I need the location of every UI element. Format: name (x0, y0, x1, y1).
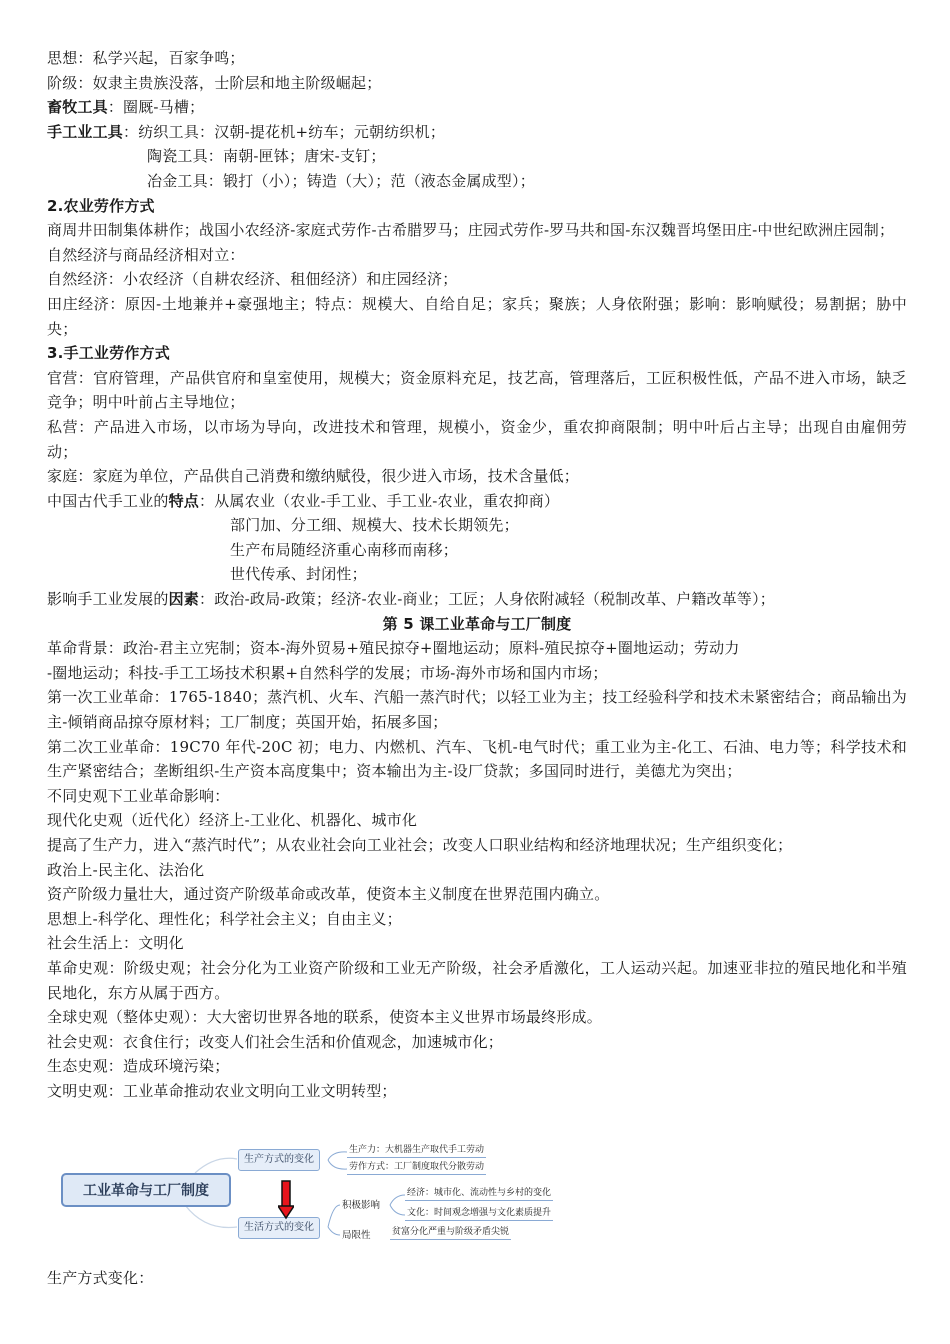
text-line (47, 95, 907, 120)
mind-map-root: 工业革命与工厂制度 (61, 1173, 231, 1207)
mind-map-node-production: 生产方式的变化 (238, 1149, 320, 1171)
bold-term: 因素 (168, 590, 200, 609)
features-prefix: 中国古代手工业的 (47, 491, 169, 510)
features-text: ：从属农业（农业-手工业、手工业-农业，重农抑商） (199, 491, 560, 510)
paragraph: 商周井田制集体耕作；战国小农经济-家庭式劳作-古希腊罗马；庄园式劳作-罗马共和国-东汉魏晋坞堡田庄-中世纪欧洲庄园制； (47, 221, 895, 240)
factors-text: ：政治-政局-政策；经济-农业-商业；工匠；人身依附减轻（税制改革、户籍改革等）； (199, 590, 775, 609)
lesson-title: 第 5 课工业革命与工厂制度 (382, 614, 572, 633)
line-text: ：圈厩-马槽； (107, 98, 205, 117)
mind-map-leaf: 经济：城市化、流动性与乡村的变化 (405, 1186, 553, 1201)
paragraph: 第一次工业革命：1765-1840；蒸汽机、火车、汽船一蒸汽时代；以轻工业为主；技工经验科学和技术未紧密结合；商品输出为主-倾销商品掠夺原材料；工厂制度；英国开始，拓展多国； (47, 688, 907, 732)
factors-prefix: 影响手工业发展的 (47, 590, 169, 609)
text-line: 思想：私学兴起，百家争鸣； (47, 49, 245, 67)
feature-item: 世代传承、封闭性； (230, 565, 367, 584)
paragraph: 社会生活上：文明化 (47, 934, 184, 953)
section-heading-handicraft: 3.手工业劳作方式 (47, 344, 170, 363)
paragraph: 田庄经济：原因-土地兼并+豪强地主；特点：规模大、自给自足；家兵；聚族；人身依附强；影响：影响赋役；易割据；胁中央； (47, 294, 907, 338)
mind-map-diagram (55, 1143, 585, 1248)
section-heading-agriculture: 2.农业劳作方式 (47, 196, 155, 215)
paragraph: 政治上-民主化、法治化 (47, 860, 205, 879)
paragraph: 自然经济：小农经济（自耕农经济、租佃经济）和庄园经济； (47, 270, 458, 289)
paragraph: 思想上-科学化、理性化；科学社会主义；自由主义； (47, 909, 402, 928)
paragraph: 资产阶级力量壮大，通过资产阶级革命或改革，使资本主义制度在世界范围内确立。 (47, 885, 610, 904)
paragraph: 第二次工业革命：19C70 年代-20C 初；电力、内燃机、汽车、飞机-电气时代；重工业为主-化工、石油、电力等；科学技术和生产紧密结合；垄断组织-生产资本高度集中；资本输出为主-设厂贷款；多国同时进行，美德尤为突出； (47, 737, 907, 781)
factors-line (47, 587, 907, 612)
paragraph: 家庭：家庭为单位，产品供自己消费和缴纳赋役，很少进入市场，技术含量低； (47, 467, 580, 486)
bold-term: 畜牧工具 (47, 98, 108, 117)
paragraph: -圈地运动；科技-手工工场技术积累+自然科学的发展；市场-海外市场和国内市场； (47, 663, 608, 682)
paragraph: 生态史观：造成环境污染； (47, 1057, 230, 1076)
mind-map-leaf: 贫富分化严重与阶级矛盾尖锐 (390, 1225, 511, 1240)
text-line (47, 120, 907, 145)
paragraph: 提高了生产力，进入“蒸汽时代”；从农业社会向工业社会；改变人口职业结构和经济地理状况；生产组织变化； (47, 836, 793, 854)
production-change-heading: 生产方式变化： (47, 1269, 154, 1287)
bold-term: 手工业工具 (47, 122, 124, 141)
paragraph: 革命背景：政治-君主立宪制；资本-海外贸易+殖民掠夺+圈地运动；原料-殖民掠夺+圈地运动；劳动力 (47, 639, 740, 658)
mind-map-leaf: 文化：时间观念增强与文化素质提升 (405, 1206, 553, 1221)
paragraph: 文明史观：工业革命推动农业文明向工业文明转型； (47, 1081, 397, 1100)
bold-term: 特点 (168, 491, 200, 510)
paragraph: 社会史观：衣食住行；改变人们社会生活和价值观念，加速城市化； (47, 1032, 504, 1051)
features-line (47, 489, 907, 514)
paragraph: 自然经济与商品经济相对立： (47, 245, 245, 264)
line-text: ：纺织工具：汉朝-提花机+纺车；元朝纺织机； (123, 122, 446, 141)
paragraph: 现代化史观（近代化）经济上-工业化、机器化、城市化 (47, 811, 418, 830)
paragraph: 官营：官府管理，产品供官府和皇室使用，规模大；资金原料充足，技艺高，管理落后，工匠积极性低，产品不进入市场，缺乏竞争；明中叶前占主导地位； (47, 368, 907, 412)
feature-item: 生产布局随经济重心南移而南移； (230, 540, 459, 559)
tools-ceramics: 陶瓷工具：南朝-匣钵；唐宋-支钉； (147, 147, 386, 166)
feature-item: 部门加、分工细、规模大、技术长期领先； (230, 516, 519, 535)
limitation-label: 局限性 (342, 1230, 371, 1241)
positive-impact-label: 积极影响 (342, 1200, 381, 1211)
paragraph: 不同史观下工业革命影响： (47, 786, 230, 805)
text-line: 阶级：奴隶主贵族没落，士阶层和地主阶级崛起； (47, 73, 382, 92)
down-arrow-icon (278, 1180, 294, 1220)
paragraph: 革命史观：阶级史观；社会分化为工业资产阶级和工业无产阶级，社会矛盾激化，工人运动兴起。加速亚非拉的殖民地化和半殖民地化，东方从属于西方。 (47, 958, 907, 1002)
document-page (47, 46, 907, 1104)
tools-metallurgy: 冶金工具：锻打（小）；铸造（大）；范（液态金属成型）； (147, 171, 535, 190)
mind-map-node-life: 生活方式的变化 (238, 1217, 320, 1239)
paragraph: 全球史观（整体史观）：大大密切世界各地的联系，使资本主义世界市场最终形成。 (47, 1008, 602, 1027)
paragraph: 私营：产品进入市场，以市场为导向，改进技术和管理，规模小，资金少，重农抑商限制；明中叶后占主导；出现自由雇佣劳动； (47, 417, 907, 461)
mind-map-leaf: 生产力：大机器生产取代手工劳动 (347, 1143, 486, 1158)
mind-map-leaf: 劳作方式：工厂制度取代分散劳动 (347, 1160, 486, 1175)
